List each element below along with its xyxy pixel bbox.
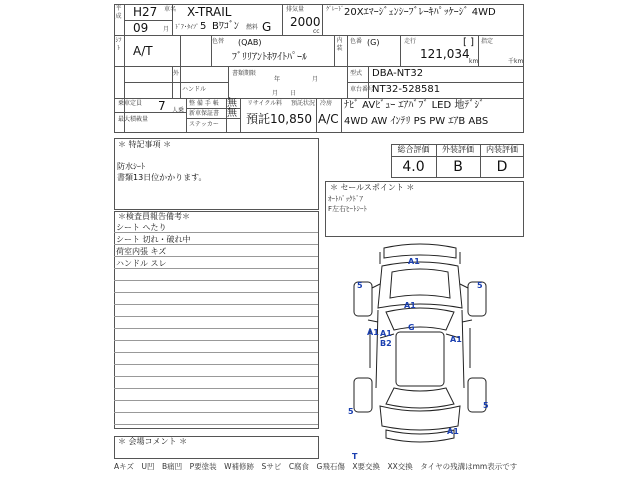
body-type-value: Bﾜｺﾞﾝ xyxy=(212,21,239,32)
fuel-label: 燃料 xyxy=(246,24,259,31)
cool-label: 冷房 xyxy=(320,100,333,107)
mark-a1-inner: A1 xyxy=(380,329,392,338)
recycle-status-label: 預託状況 xyxy=(291,100,316,107)
grid-v19 xyxy=(316,98,317,132)
exterior-label: 外装評価 xyxy=(442,145,474,154)
grid-row4-bottom xyxy=(114,132,524,133)
mark-b2: B2 xyxy=(380,339,392,348)
grade-label: ｸﾞﾚｰﾄﾞ xyxy=(326,6,345,13)
grid-v3 xyxy=(282,4,283,35)
spec-label: 指定 xyxy=(481,38,494,45)
mileage-flag: [ ] xyxy=(463,37,474,48)
mark-5-rear-right: 5 xyxy=(483,401,489,410)
grid-h-row3b xyxy=(347,82,523,83)
displacement-label: 排気量 xyxy=(286,6,305,13)
handle-label: ハンドル xyxy=(182,86,207,93)
inspector-row xyxy=(114,270,318,281)
grid-v7 xyxy=(334,35,335,66)
grid-v8 xyxy=(347,35,348,66)
inspector-row xyxy=(114,330,318,341)
mark-a1-hood: A1 xyxy=(404,301,416,310)
sales-line-0: ｵｰﾄﾊﾞｯｸﾄﾞｱ xyxy=(328,195,363,203)
cool-value: A/C xyxy=(318,112,339,126)
equipment-line1: ﾅﾋﾞ AVﾋﾞｭｰ ｴｱﾊﾞﾌﾞ LED 地ﾃﾞｼﾞ xyxy=(344,100,485,111)
mark-5-left: 5 xyxy=(357,281,363,290)
warranty-value: 無 xyxy=(227,108,237,119)
capacity-label: 乗車定員 xyxy=(118,100,143,107)
inspector-row xyxy=(114,306,318,317)
displacement-value: 2000 xyxy=(290,15,321,29)
inspector-row xyxy=(114,414,318,425)
maint-value: 無 xyxy=(227,98,237,109)
mark-a1-right: A1 xyxy=(450,335,462,344)
mark-a1-bottom: A1 xyxy=(447,427,459,436)
grid-v16 xyxy=(186,98,187,132)
inspector-row xyxy=(114,318,318,329)
color-name: ﾌﾞﾘﾘｱﾝﾄﾎﾜｲﾄﾊﾟｰﾙ xyxy=(232,52,307,63)
model-type-value: DBA-NT32 xyxy=(372,68,424,79)
register-year-label: 年 xyxy=(274,76,281,83)
recycle-label: リサイクル料 xyxy=(247,100,283,107)
sales-title: ＊ セールスポイント ＊ xyxy=(330,183,415,192)
overall-label: 総合評価 xyxy=(397,145,430,154)
inspector-row xyxy=(114,366,318,377)
displacement-unit: cc xyxy=(313,28,320,35)
model-label: 車名 xyxy=(164,6,177,13)
warranty-label: 新車保証書 xyxy=(189,110,220,117)
ac-label: 外 xyxy=(173,70,180,77)
grid-row1-bottom xyxy=(114,35,524,36)
chassis-value: NT32-528581 xyxy=(372,84,441,95)
inspector-row xyxy=(114,378,318,389)
grid-v13 xyxy=(228,66,229,98)
notes-line-0: 防水ｼｰﾄ xyxy=(117,162,145,171)
overall-value: 4.0 xyxy=(402,159,425,175)
mark-g: G xyxy=(408,323,415,332)
interior-value: D xyxy=(496,159,508,175)
month-label: 月 xyxy=(163,26,170,33)
grade-value: 20Xｴﾏｰｼﾞｪﾝｼｰﾌﾞﾚｰｷﾊﾟｯｹｰｼﾞ 4WD xyxy=(344,7,496,18)
inspector-row: シート 切れ・破れ中 xyxy=(114,234,318,245)
inspector-row xyxy=(114,354,318,365)
doors-label: ﾄﾞｱ･ﾀｲﾌﾟ xyxy=(175,24,200,31)
interior-color-value: (G) xyxy=(367,38,380,47)
fuel-value: G xyxy=(262,20,272,34)
era-label: 平成 xyxy=(115,5,122,20)
inspector-row xyxy=(114,294,318,305)
register-label: 書類期限 xyxy=(232,70,257,77)
color-code: (QAB) xyxy=(238,38,262,47)
legend: Aキズ U凹 B痛凹 P要塗装 W補修跡 Sサビ C腐食 G飛石傷 X要交換 XX交換 タイヤの残溝はmm表示です xyxy=(114,462,518,471)
inspector-row: ハンドル スレ xyxy=(114,258,318,269)
car-diagram xyxy=(340,238,500,448)
color-label: 色替 xyxy=(212,38,225,45)
load-label: 最大積載量 xyxy=(118,116,149,123)
chassis-label: 車台番号 xyxy=(350,86,375,93)
equipment-line2: 4WD AW ｲﾝﾃﾘ PS PW ｴｱB ABS xyxy=(344,116,489,127)
inspector-row xyxy=(114,342,318,353)
mileage-value: 121,034 xyxy=(420,47,470,61)
doors-value: 5 xyxy=(200,21,207,32)
mileage-label: 走行 xyxy=(404,38,417,45)
mark-5-rear-left: 5 xyxy=(348,407,354,416)
capacity-unit: 人乗 xyxy=(172,107,185,114)
grid-top xyxy=(114,4,524,5)
mark-5-right: 5 xyxy=(477,281,483,290)
notes-line-1: 書類13日位かかります。 xyxy=(117,173,207,182)
exterior-value: B xyxy=(453,159,463,175)
capacity-value: 7 xyxy=(158,99,166,113)
mark-a1-left: A1 xyxy=(367,328,379,337)
venue-title: ＊ 会場コメント ＊ xyxy=(118,437,188,446)
inspector-row: シート へたり xyxy=(114,222,318,233)
maint-label: 整 備 手 帳 xyxy=(189,100,219,107)
register-day-label: 日 xyxy=(290,90,297,97)
month-value: 09 xyxy=(133,21,149,35)
shift-value: A/T xyxy=(133,44,153,58)
grid-v20 xyxy=(341,98,342,132)
mark-t-label: T xyxy=(352,452,358,461)
notes-title: ＊ 特記事項 ＊ xyxy=(118,140,172,149)
grid-v9 xyxy=(400,35,401,66)
inspector-title: ＊検査員報告備考＊ xyxy=(118,212,190,221)
register-month-label: 月 xyxy=(312,76,319,83)
model-type-label: 型式 xyxy=(350,70,363,77)
mark-a1-top: A1 xyxy=(408,257,420,266)
year-value: H27 xyxy=(133,5,158,19)
sales-line-1: F左右ﾋｰﾄｼｰﾄ xyxy=(328,205,368,213)
inspector-row xyxy=(114,282,318,293)
interior-label-grade: 内装評価 xyxy=(486,145,518,154)
grid-row3-bottom xyxy=(114,98,524,99)
sticker-label: ステッカー xyxy=(189,121,219,128)
interior-color-label: 色番 xyxy=(350,38,363,45)
shift-label: ｼﾌﾄ xyxy=(115,37,122,52)
recycle-value: 預託10,850 xyxy=(246,112,312,126)
model-value: X-TRAIL xyxy=(187,5,232,19)
inspector-row xyxy=(114,402,318,413)
mileage-unit: km xyxy=(469,58,479,65)
grid-right xyxy=(523,4,524,132)
register-day-month: 月 xyxy=(272,90,279,97)
inspector-row: 荷室内張 キズ xyxy=(114,246,318,257)
grid-v5 xyxy=(180,35,181,66)
spec-unit: 千km xyxy=(508,58,524,65)
grid-row2-bottom xyxy=(114,66,524,67)
interior-label: 内装 xyxy=(336,37,343,52)
grid-v4 xyxy=(322,4,323,35)
grid-h-row3 xyxy=(124,82,228,83)
grid-v18 xyxy=(240,98,241,132)
inspector-row xyxy=(114,390,318,401)
